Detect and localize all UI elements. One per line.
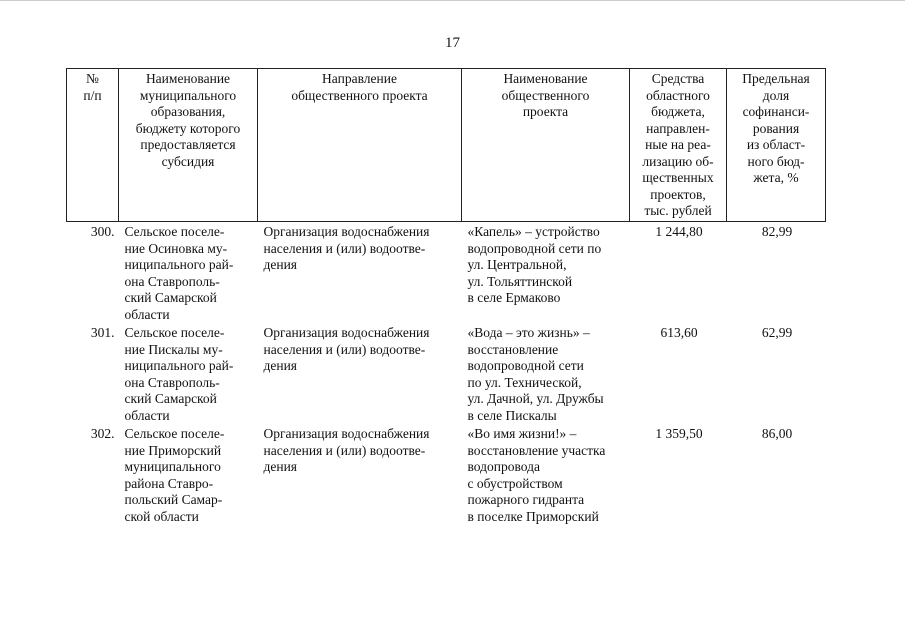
row-num: 301. bbox=[90, 325, 115, 340]
header-funds: Средства областного бюджета, направлен- ные на реа- лизацию об- щественных проектов, тыс. рублей bbox=[630, 69, 727, 222]
row-project: «Капель» – устройство водопроводной сети по ул. Центральной, ул. Тольяттинской в селе Ермаково bbox=[467, 224, 602, 305]
header-direction: Направление общественного проекта bbox=[258, 69, 462, 222]
subsidy-table bbox=[66, 68, 826, 536]
page-number: 17 bbox=[445, 35, 460, 51]
row-num: 302. bbox=[90, 426, 115, 441]
header-project: Наименование общественного проекта bbox=[462, 69, 630, 222]
table-row bbox=[67, 323, 826, 424]
row-project: «Во имя жизни!» – восстановление участка водопровода с обустройством пожарного гидранта в поселке Приморский bbox=[467, 426, 606, 524]
table-row bbox=[67, 222, 826, 324]
row-direction: Организация водоснабжения населения и (или) водоотве- дения bbox=[263, 224, 430, 272]
scan-edge-line bbox=[0, 0, 905, 1]
row-funds: 1 359,50 bbox=[655, 426, 703, 441]
header-share: Предельная доля софинанси- рования из област- ного бюд- жета, % bbox=[727, 69, 826, 222]
row-municipality: Сельское поселе- ние Осиновка му- ниципального рай- она Ставрополь- ский Самарской области bbox=[124, 224, 234, 322]
header-num: № п/п bbox=[67, 69, 119, 222]
row-share: 62,99 bbox=[761, 325, 793, 340]
table-header-row bbox=[67, 69, 826, 222]
row-funds: 613,60 bbox=[660, 325, 698, 340]
row-project: «Вода – это жизнь» – восстановление водопроводной сети по ул. Технической, ул. Дачной, ул. Дружбы в селе Пискалы bbox=[467, 325, 604, 423]
row-num: 300. bbox=[90, 224, 115, 239]
table-row bbox=[67, 424, 826, 536]
row-direction: Организация водоснабжения населения и (или) водоотве- дения bbox=[263, 325, 430, 373]
row-direction: Организация водоснабжения населения и (или) водоотве- дения bbox=[263, 426, 430, 474]
row-municipality: Сельское поселе- ние Приморский муниципального района Ставро- польский Самар- ской области bbox=[124, 426, 225, 524]
row-share: 82,99 bbox=[761, 224, 793, 239]
header-municipality: Наименование муниципального образования, бюджету которого предоставляется субсидия bbox=[119, 69, 258, 222]
row-municipality: Сельское поселе- ние Пискалы му- ниципального рай- она Ставрополь- ский Самарской области bbox=[124, 325, 234, 423]
row-share: 86,00 bbox=[761, 426, 793, 441]
row-funds: 1 244,80 bbox=[655, 224, 703, 239]
